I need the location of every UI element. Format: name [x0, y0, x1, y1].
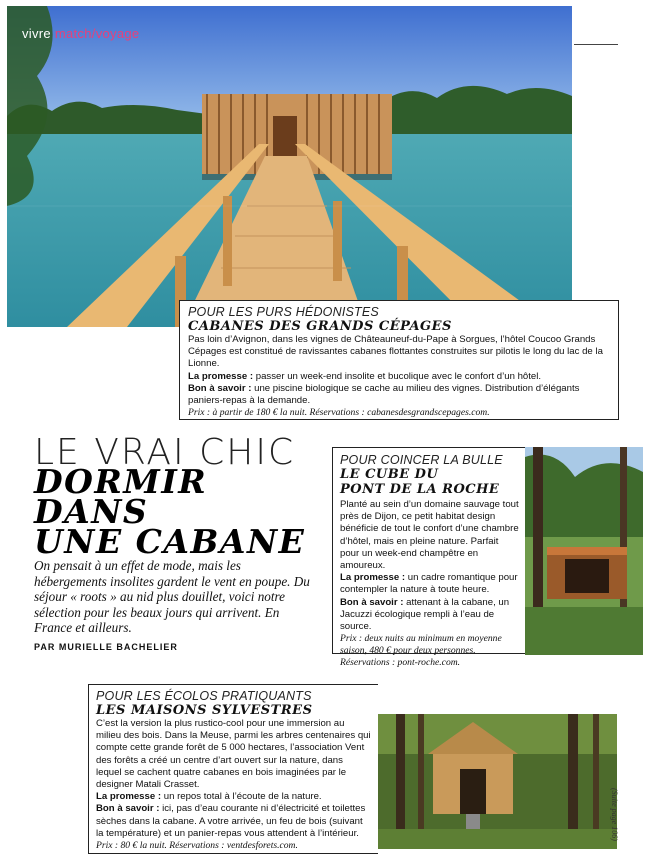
box3-know	[96, 803, 371, 840]
box1-promise	[188, 371, 610, 383]
box-grands-cepages	[179, 300, 619, 420]
box3-promise-label: La promesse :	[96, 791, 162, 803]
box2-kicker: POUR COINCER LA BULLE	[340, 453, 503, 467]
box3-kicker: POUR LES ÉCOLOS PRATIQUANTS	[96, 689, 312, 703]
header-rule	[574, 44, 618, 45]
rubric-match: match	[54, 26, 92, 41]
continued-note: (Suite page 106)	[610, 788, 619, 841]
photo-floating-cabins	[7, 6, 572, 327]
photo-forest-cabin	[378, 714, 617, 849]
box1-know-text: une piscine biologique se cache au milieu des vignes. Distribution d’élégants paniers-repas à la demande.	[188, 382, 580, 407]
box3-price: Prix : 80 € la nuit. Réservations : ventdesforets.com.	[96, 840, 298, 852]
box1-title: CABANES DES GRANDS CÉPAGES	[188, 319, 452, 334]
box1-know	[188, 383, 610, 407]
byline: PAR MURIELLE BACHELIER	[34, 642, 178, 652]
box1-promise-text: passer un week-end insolite et bucolique avec le confort d’un hôtel.	[253, 370, 542, 382]
headline-line4: UNE CABANE	[34, 522, 306, 561]
box2-title-line1: LE CUBE DU	[340, 467, 439, 482]
headline-deck: On pensait à un effet de mode, mais les hébergements insolites gardent le vent en poupe. Du séjour « roots » au nid plus douillet, voici notre sélection pour les beaux jours qui arrivent. En France et ailleurs.	[34, 558, 310, 635]
rubric-voyage: voyage	[95, 26, 140, 41]
box2-body: Planté au sein d’un domaine sauvage tout près de Dijon, ce petit habitat design bénéficie de tout le confort d’une chambre d’hôtel, mais en pleine nature. Parfait pour un week-end champêtre en amoureux.	[340, 499, 519, 572]
photo-sylvan-house-illustration	[378, 714, 617, 849]
box2-know	[340, 597, 520, 634]
box1-kicker: POUR LES PURS HÉDONISTES	[188, 305, 379, 319]
photo-forest-cube-illustration	[525, 447, 643, 655]
box2-promise	[340, 572, 520, 596]
photo-cube-cabin	[525, 447, 643, 655]
box1-know-label: Bon à savoir :	[188, 382, 252, 394]
box2-know-label: Bon à savoir :	[340, 596, 404, 608]
box3-promise	[96, 791, 371, 803]
box1-body: Pas loin d’Avignon, dans les vignes de Châteauneuf-du-Pape à Sorgues, l’hôtel Coucoo Grands Cépages est constitué de ravissantes cabanes flottantes construites sur pilotis le long du lac de la Lionne.	[188, 334, 603, 370]
rubric-slash: /	[91, 26, 96, 41]
box2-price: Prix : deux nuits au minimum en moyenne saison, 480 € pour deux personnes. Réservations : pont-roche.com.	[340, 633, 502, 669]
headline-line1: LE VRAI CHIC	[34, 432, 296, 473]
headline-line2: DORMIR	[34, 462, 208, 501]
box3-know-text: ici, pas d’eau courante ni d’électricité et toilettes sèches dans la cabane. A votre arrivée, un feu de bois (suivant la température) et un panier-repas vous attendent à l’intérieur.	[96, 803, 366, 839]
box1-promise-label: La promesse :	[188, 370, 254, 382]
box3-body: C’est la version la plus rustico-cool pour une immersion au milieu des bois. Dans la Meuse, parmi les arbres centenaires qui compte cette grande forêt de 5 000 hectares, l’association Vent des forêts a créé un centre d’art ouvert sur la nature, dans lequel se cachent quatre cabanes en bois imaginées par le designer Matali Crasset.	[96, 718, 371, 791]
box-pont-de-la-roche	[332, 447, 528, 669]
box2-know-text: attenant à la cabane, un Jacuzzi écologique rempli à l’eau de source.	[340, 596, 510, 633]
box3-title: LES MAISONS SYLVESTRES	[96, 703, 313, 718]
box3-know-label: Bon à savoir :	[96, 803, 160, 815]
rubric-vivre: vivre	[22, 26, 55, 41]
photo-lake-pontoon-illustration	[7, 6, 572, 327]
box2-promise-label: La promesse :	[340, 572, 406, 584]
box2-promise-text: un cadre romantique pour contempler la nature à toute heure.	[340, 572, 518, 596]
headline-line3: DANS	[34, 492, 149, 531]
section-rubric	[22, 26, 139, 41]
box1-price: Prix : à partir de 180 € la nuit. Réservations : cabanesdesgrandscepages.com.	[188, 407, 490, 419]
box3-promise-text: un repos total à l’écoute de la nature.	[161, 791, 322, 803]
box2-title-line2: PONT DE LA ROCHE	[340, 482, 500, 497]
box-maisons-sylvestres	[88, 684, 378, 854]
